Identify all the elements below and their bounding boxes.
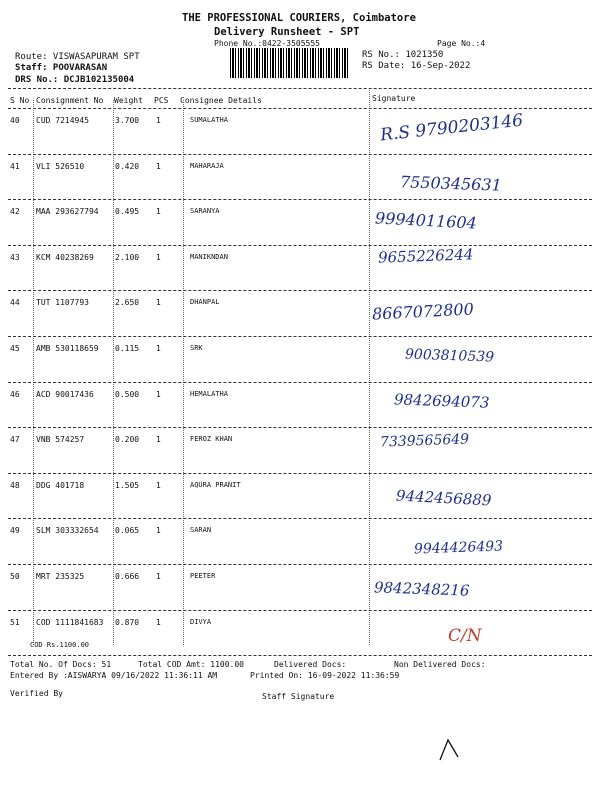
row-signature: 9944426493	[413, 538, 504, 558]
row-pcs: 1	[156, 572, 161, 581]
cod-note: COD Rs.1100.00	[30, 641, 90, 649]
entered-by: Entered By :AISWARYA 09/16/2022 11:36:11 AM	[10, 671, 218, 680]
row-pcs: 1	[156, 298, 161, 308]
staff: Staff: POOVARASAN	[15, 63, 108, 73]
row-consignment-no: ACD 90017436	[36, 389, 94, 399]
row-pcs: 1	[156, 389, 161, 399]
row-consignee: SARANYA	[190, 207, 220, 216]
row-signature: 9842694073	[393, 389, 490, 412]
row-consignment-no: KCM 40238269	[36, 252, 94, 262]
row-consignee: DHANPAL	[190, 298, 220, 307]
row-weight: 2.650	[115, 298, 140, 308]
divider	[8, 655, 592, 656]
row-consignee: MANIKNDAN	[190, 252, 228, 261]
row-consignment-no: DDG 401718	[36, 480, 85, 490]
col-weight: Weight	[114, 96, 143, 105]
col-pcs: PCS	[154, 96, 169, 105]
page-number: Page No.:4	[437, 39, 486, 48]
row-pcs: 1	[156, 161, 161, 171]
row-pcs: 1	[156, 207, 161, 217]
row-sno: 50	[10, 572, 20, 581]
row-consignment-no: VNB 574257	[36, 435, 85, 445]
row-divider	[8, 564, 592, 565]
rs-number: RS No.: 1021350	[362, 50, 444, 60]
row-weight: 0.870	[115, 617, 140, 627]
row-signature: 9655226244	[377, 245, 474, 267]
col-signature: Signature	[372, 94, 416, 103]
row-consignee: PEETER	[190, 572, 216, 580]
row-weight: 0.666	[115, 572, 140, 581]
row-pcs: 1	[156, 116, 161, 125]
row-consignee: SRK	[190, 344, 203, 352]
phone-number: Phone No.:0422-3505555	[214, 39, 320, 48]
row-weight: 0.500	[115, 389, 140, 399]
col-sno: S No	[10, 96, 30, 105]
row-consignee: FEROZ KHAN	[190, 435, 233, 444]
row-pcs: 1	[156, 480, 161, 490]
row-signature: 9842348216	[373, 578, 470, 600]
divider	[8, 108, 592, 109]
row-signature: R.S 9790203146	[379, 110, 525, 146]
row-sno: 46	[10, 389, 20, 399]
row-consignment-no: TUT 1107793	[36, 298, 89, 308]
printed-on: Printed On: 16-09-2022 11:36:59	[250, 671, 400, 680]
row-signature: 9994011604	[374, 208, 478, 233]
row-pcs: 1	[156, 435, 161, 445]
row-sno: 40	[10, 116, 20, 125]
row-sno: 41	[10, 161, 20, 171]
row-pcs: 1	[156, 252, 161, 262]
row-sno: 42	[10, 207, 20, 217]
row-consignment-no: MRT 235325	[36, 572, 85, 581]
row-divider	[8, 290, 592, 291]
row-consignee: SUMALATHA	[190, 116, 228, 124]
non-delivered-docs: Non Delivered Docs:	[394, 660, 486, 669]
runsheet-title: Delivery Runsheet - SPT	[214, 26, 360, 38]
row-sno: 48	[10, 480, 20, 490]
row-weight: 0.495	[115, 207, 140, 217]
row-divider	[8, 382, 592, 383]
drs-number: DRS No.: DCJB102135004	[15, 75, 135, 85]
row-signature: C/N	[448, 625, 482, 646]
row-pcs: 1	[156, 617, 161, 627]
row-divider	[8, 154, 592, 155]
row-signature: 8667072800	[371, 299, 475, 325]
verified-by: Verified By	[10, 689, 63, 698]
row-sno: 45	[10, 344, 20, 353]
row-weight: 0.420	[115, 161, 140, 171]
staff-signature: Staff Signature	[262, 692, 335, 701]
col-consignee: Consignee Details	[180, 96, 262, 105]
row-divider	[8, 518, 592, 519]
row-consignee: DIVYA	[190, 617, 212, 626]
row-sno: 43	[10, 252, 20, 262]
row-consignment-no: COD 1111841683	[36, 617, 104, 627]
row-consignment-no: VLI 526510	[36, 161, 85, 171]
column-rule	[369, 90, 370, 645]
row-consignment-no: CUD 7214945	[36, 116, 89, 125]
row-weight: 1.505	[115, 480, 140, 490]
row-weight: 0.200	[115, 435, 140, 445]
row-consignee: MAHARAJA	[190, 161, 224, 170]
col-consignment: Consignment No	[36, 96, 104, 105]
row-signature: 9003810539	[404, 346, 495, 366]
total-docs: Total No. Of Docs: 51	[10, 660, 112, 669]
row-divider	[8, 427, 592, 428]
row-consignment-no: SLM 303332654	[36, 526, 99, 536]
company-name: THE PROFESSIONAL COURIERS, Coimbatore	[182, 12, 416, 24]
row-signature: 9442456889	[395, 486, 492, 510]
pen-mark	[430, 735, 470, 765]
row-consignee: SARAN	[190, 526, 212, 535]
divider	[8, 88, 592, 89]
row-consignee: HEMALATHA	[190, 389, 228, 398]
route: Route: VISWASAPURAM SPT	[15, 52, 140, 62]
row-divider	[8, 473, 592, 474]
delivered-docs: Delivered Docs:	[274, 660, 347, 669]
row-pcs: 1	[156, 344, 161, 353]
row-weight: 0.115	[115, 344, 140, 353]
row-divider	[8, 245, 592, 246]
row-weight: 0.065	[115, 526, 140, 536]
row-signature: 7339565649	[379, 431, 470, 451]
row-signature: 7550345631	[399, 171, 503, 195]
row-pcs: 1	[156, 526, 161, 536]
row-consignment-no: MAA 293627794	[36, 207, 99, 217]
row-consignment-no: AMB 530118659	[36, 344, 99, 353]
total-cod: Total COD Amt: 1100.00	[138, 660, 244, 669]
row-consignee: AQURA PRANIT	[190, 480, 241, 489]
row-sno: 47	[10, 435, 20, 445]
row-divider	[8, 610, 592, 611]
row-divider	[8, 336, 592, 337]
row-weight: 2.100	[115, 252, 140, 262]
row-sno: 49	[10, 526, 20, 536]
row-sno: 51	[10, 617, 20, 627]
row-sno: 44	[10, 298, 20, 308]
row-weight: 3.700	[115, 116, 140, 125]
rs-date: RS Date: 16-Sep-2022	[362, 61, 471, 71]
barcode	[230, 48, 350, 78]
row-divider	[8, 199, 592, 200]
